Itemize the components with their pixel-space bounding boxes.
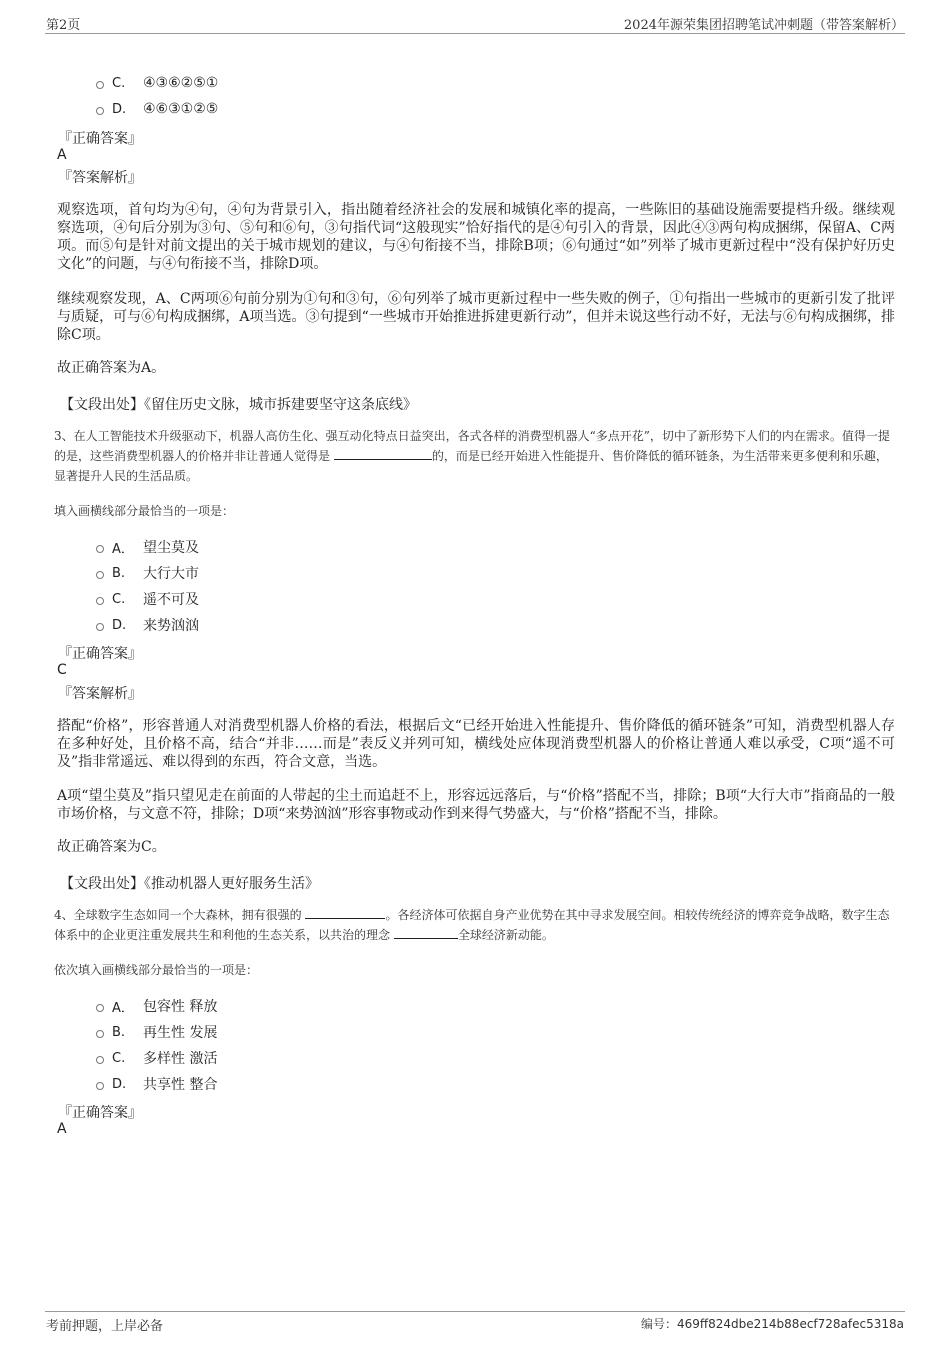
radio-icon[interactable] <box>96 81 104 89</box>
q2-analysis-label: 『答案解析』 <box>58 170 142 186</box>
q4-prompt: 依次填入画横线部分最恰当的一项是： <box>54 963 259 977</box>
document-title: 2024年源荣集团招聘笔试冲刺题（带答案解析） <box>623 18 904 33</box>
q3-option-c[interactable]: C. 遥不可及 <box>96 589 199 609</box>
q2-analysis-paragraph-2: 继续观察发现，A、C两项⑥句前分别为①句和③句，⑥句列举了城市更新过程中一些失败的例子，①句指出一些城市的更新引发了批评与质疑，可与⑥句构成捆绑，A项当选。③句提到“一些城市开始推进拆建更新行动”，但并未说这些行动不好，无法与⑥句构成捆绑，排除C项。 <box>57 291 895 343</box>
q4-option-b[interactable]: B. 再生性 发展 <box>96 1022 217 1042</box>
q4-blank-2 <box>394 926 458 939</box>
q4-answer: A <box>57 1121 67 1137</box>
q2-source: 【文段出处】《留住历史文脉，城市拆建要坚守这条底线》 <box>60 397 417 413</box>
header-divider <box>45 33 905 34</box>
radio-icon[interactable] <box>96 545 104 553</box>
q3-source: 【文段出处】《推动机器人更好服务生活》 <box>60 876 319 892</box>
q2-option-c[interactable]: C. ④③⑥②⑤① <box>96 75 218 91</box>
q2-analysis-conclusion: 故正确答案为A。 <box>57 360 166 376</box>
q4-answer-label: 『正确答案』 <box>58 1105 142 1121</box>
radio-icon[interactable] <box>96 1056 104 1064</box>
q2-analysis-paragraph-1: 观察选项，首句均为④句，④句为背景引入，指出随着经济社会的发展和城镇化率的提高，一些陈旧的基础设施需要提档升级。继续观察选项，④句后分别为③句、⑤句和⑥句，③句指代词“这般现实”恰好指代的是④句引入的背景，因此④③两句构成捆绑，保留A、C两项。而⑤句是针对前文提出的关于城市规划的建议，与④句衔接不当，排除B项；⑥句通过“如”列举了城市更新过程中“没有保护好历史文化”的问题，与④句衔接不当，排除D项。 <box>57 202 895 272</box>
q2-answer: A <box>57 147 67 163</box>
q2-answer-label: 『正确答案』 <box>58 131 142 147</box>
q3-analysis-paragraph-1: 搭配“价格”，形容普通人对消费型机器人价格的看法，根据后文“已经开始进入性能提升、售价降低的循环链条”可知，消费型机器人存在多种好处，且价格不高，结合“并非……而是”表反义并列可知，横线处应体现消费型机器人的价格让普通人难以承受，C项“遥不可及”指非常遥远、难以得到的东西，符合文意，当选。 <box>57 718 895 770</box>
q3-option-a[interactable]: A． 望尘莫及 <box>96 537 199 557</box>
q3-answer: C <box>57 662 67 678</box>
page-number: 第2页 <box>46 18 81 33</box>
q3-prompt: 填入画横线部分最恰当的一项是： <box>54 504 235 518</box>
radio-icon[interactable] <box>96 571 104 579</box>
radio-icon[interactable] <box>96 623 104 631</box>
q3-option-d[interactable]: D. 来势汹汹 <box>96 615 199 635</box>
q3-answer-label: 『正确答案』 <box>58 646 142 662</box>
q3-blank <box>334 447 432 460</box>
footer-serial-number: 编号：469ff824dbe214b88ecf728afec5318a <box>640 1317 904 1331</box>
radio-icon[interactable] <box>96 107 104 115</box>
q3-option-b[interactable]: B. 大行大市 <box>96 563 199 583</box>
radio-icon[interactable] <box>96 1030 104 1038</box>
q3-analysis-conclusion: 故正确答案为C。 <box>57 839 166 855</box>
q4-stem: 4、全球数字生态如同一个大森林，拥有很强的 。各经济体可依据自身产业优势在其中寻求发展空间。相较传统经济的博弈竞争战略，数字生态体系中的企业更注重发展共生和利他的生态关系，以共治的理念 全球经济新动能。 <box>54 908 890 942</box>
footer-slogan: 考前押题，上岸必备 <box>46 1319 164 1334</box>
q4-option-c[interactable]: C. 多样性 激活 <box>96 1048 217 1068</box>
q4-blank-1 <box>305 906 385 919</box>
radio-icon[interactable] <box>96 1004 104 1012</box>
radio-icon[interactable] <box>96 1082 104 1090</box>
q4-option-d[interactable]: D. 共享性 整合 <box>96 1074 217 1094</box>
q3-stem: 3、在人工智能技术升级驱动下，机器人高仿生化、强互动化特点日益突出，各式各样的消费型机器人“多点开花”，切中了新形势下人们的内在需求。值得一提的是，这些消费型机器人的价格并非让普通人觉得是 的，而是已经开始进入性能提升、售价降低的循环链条，为生活带来更多便利和乐趣，显著提升人民的生活品质。 <box>54 429 890 483</box>
footer-divider <box>45 1311 905 1312</box>
q2-option-d[interactable]: D. ④⑥③①②⑤ <box>96 101 218 117</box>
q3-analysis-paragraph-2: A项“望尘莫及”指只望见走在前面的人带起的尘土而追赶不上，形容远远落后，与“价格”搭配不当，排除；B项“大行大市”指商品的一般市场价格，与文意不符，排除；D项“来势汹汹”形容事物或动作到来得气势盛大，与“价格”搭配不当，排除。 <box>57 788 895 822</box>
q3-analysis-label: 『答案解析』 <box>58 686 142 702</box>
q4-option-a[interactable]: A． 包容性 释放 <box>96 996 217 1016</box>
radio-icon[interactable] <box>96 597 104 605</box>
